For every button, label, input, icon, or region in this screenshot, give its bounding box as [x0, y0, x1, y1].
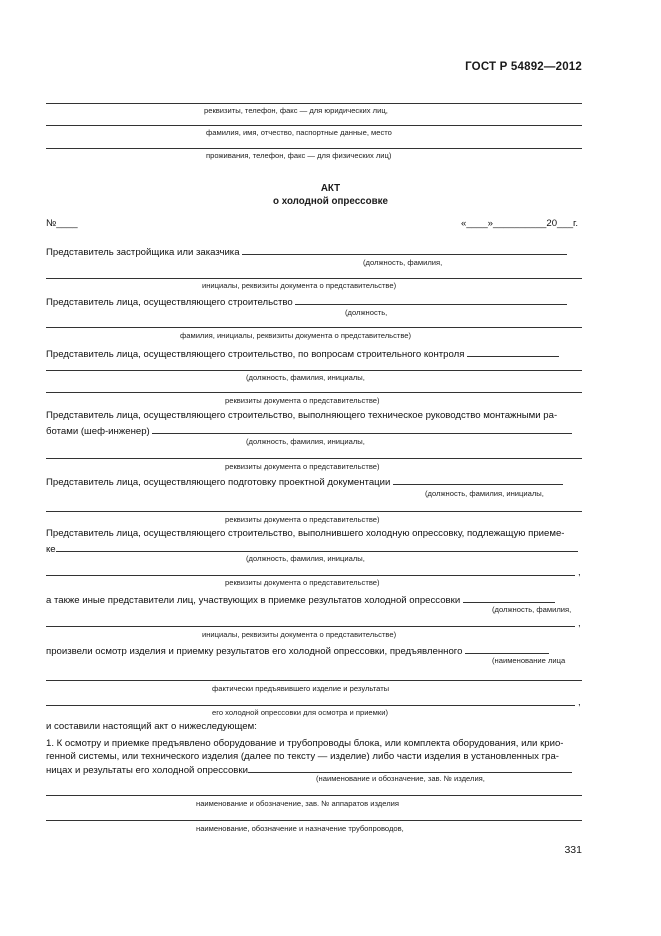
others-caption-1: (должность, фамилия,: [492, 605, 572, 614]
fill-line: [46, 458, 582, 459]
caption-name-passport: фамилия, имя, отчество, паспортные данные, место: [206, 128, 392, 137]
comma: ,: [578, 618, 581, 629]
fill-line: [46, 705, 575, 706]
design-caption-1: (должность, фамилия, инициалы,: [425, 489, 544, 498]
caption-requisites: реквизиты, телефон, факс — для юридических лиц,: [204, 106, 388, 115]
chief-caption-2: реквизиты документа о представительстве): [225, 462, 380, 471]
act-title: АКТ: [320, 183, 341, 194]
fill-line: [46, 626, 575, 627]
fill-line: [46, 278, 582, 279]
act-subtitle: о холодной опрессовке: [273, 196, 388, 207]
fill-line: [46, 148, 582, 149]
standard-header: ГОСТ Р 54892—2012: [465, 61, 582, 73]
comma: ,: [578, 697, 581, 708]
item1-line-3: ницах и результаты его холодной опрессовки: [46, 763, 572, 776]
act-number: №____: [46, 218, 78, 229]
fill-line: [46, 125, 582, 126]
fill-line: [46, 392, 582, 393]
builder-caption-2: фамилия, инициалы, реквизиты документа о представительстве): [180, 331, 412, 340]
page-number: 331: [564, 844, 582, 856]
fill-line: [46, 575, 575, 576]
control-caption-1: (должность, фамилия, инициалы,: [246, 373, 365, 382]
others-caption-2: инициалы, реквизиты документа о представительстве): [202, 630, 397, 639]
builder-caption-1: (должность,: [345, 308, 388, 317]
inspection-text: произвели осмотр изделия и приемку результатов его холодной опрессовки, предъявленного: [46, 644, 549, 657]
performer-caption-2: реквизиты документа о представительстве): [225, 578, 380, 587]
control-caption-2: реквизиты документа о представительстве): [225, 396, 380, 405]
design-rep-label: Представитель лица, осуществляющего подготовку проектной документации: [46, 475, 563, 488]
fill-line: [46, 370, 582, 371]
inspection-caption-1: (наименование лица: [492, 656, 566, 665]
item1-caption-1: (наименование и обозначение, зав. № изделия,: [316, 774, 485, 783]
fill-line: [46, 103, 582, 104]
performer-rep-label-1: Представитель лица, осуществляющего строительство, выполнившего холодную опрессовку, подлежащую приеме-: [46, 528, 565, 539]
developer-caption-2: инициалы, реквизиты документа о представительстве): [202, 281, 397, 290]
control-rep-label: Представитель лица, осуществляющего строительство, по вопросам строительного контроля: [46, 347, 559, 360]
fill-line: [46, 795, 582, 796]
inspection-caption-2: фактически предъявившего изделие и результаты: [212, 684, 390, 693]
compiled-text: и составили настоящий акт о нижеследующем:: [46, 721, 257, 732]
performer-rep-label-2: ке: [46, 542, 578, 555]
fill-line: [46, 327, 582, 328]
item1-line-2: генной системы, или технического изделия (далее по тексту — изделие) либо части изделия в установленных гра-: [46, 751, 559, 762]
chief-caption-1: (должность, фамилия, инициалы,: [246, 437, 365, 446]
others-rep-label: а также иные представители лиц, участвующих в приемке результатов холодной опрессовки: [46, 593, 555, 606]
developer-caption-1: (должность, фамилия,: [363, 258, 443, 267]
item1-line-1: 1. К осмотру и приемке предъявлено оборудование и трубопроводы блока, или комплекта оборудования, или крио-: [46, 738, 564, 749]
item1-caption-3: наименование, обозначение и назначение трубопроводов,: [196, 824, 404, 833]
design-caption-2: реквизиты документа о представительстве): [225, 515, 380, 524]
chief-rep-label-1: Представитель лица, осуществляющего строительство, выполняющего техническое руководство монтажными ра-: [46, 410, 558, 421]
item1-caption-2: наименование и обозначение, зав. № аппаратов изделия: [196, 799, 399, 808]
developer-rep-label: Представитель застройщика или заказчика: [46, 245, 567, 258]
performer-caption-1: (должность, фамилия, инициалы,: [246, 554, 365, 563]
fill-line: [46, 680, 582, 681]
fill-line: [46, 820, 582, 821]
chief-rep-label-2: ботами (шеф-инженер): [46, 424, 572, 437]
fill-line: [46, 511, 582, 512]
caption-residence: проживания, телефон, факс — для физических лиц): [206, 151, 392, 160]
comma: ,: [578, 567, 581, 578]
inspection-caption-3: его холодной опрессовки для осмотра и приемки): [212, 708, 388, 717]
act-date: «____»__________20___г.: [461, 218, 579, 229]
builder-rep-label: Представитель лица, осуществляющего строительство: [46, 295, 567, 308]
